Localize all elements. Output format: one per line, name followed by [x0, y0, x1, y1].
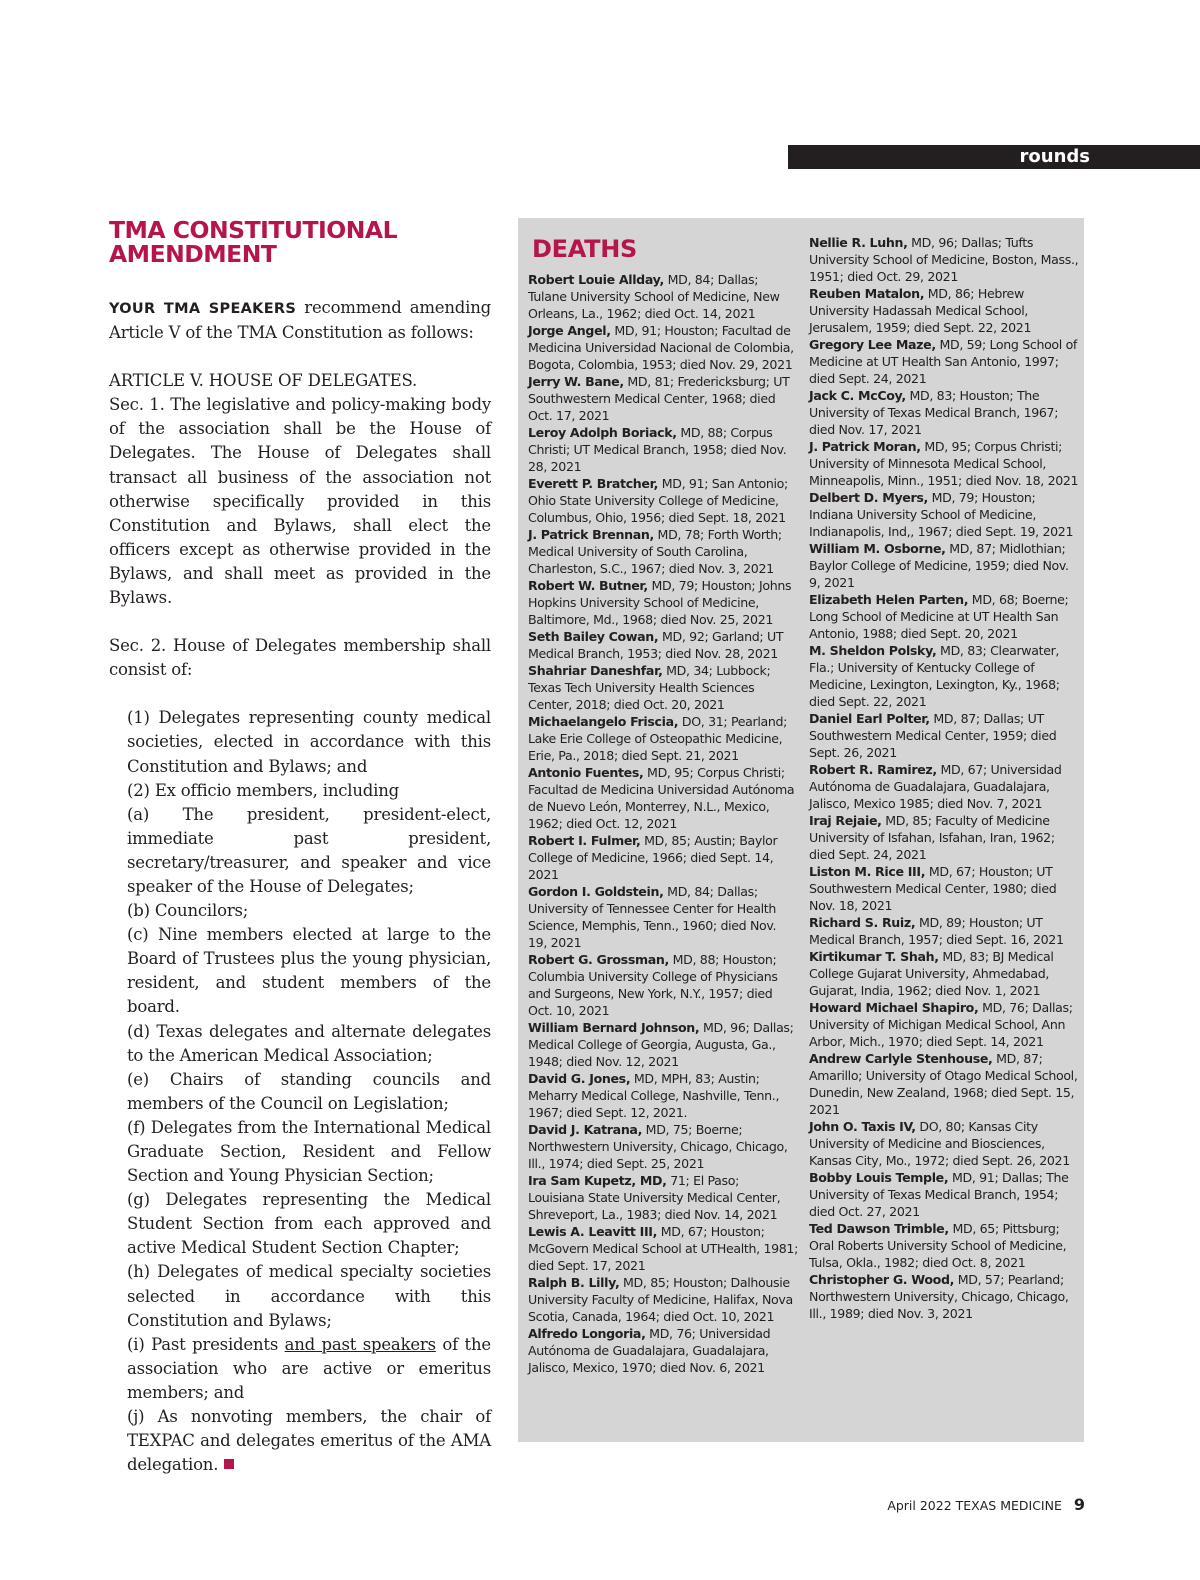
death-entry-details: MD, 92; Garland; UT Medical Branch, 1953; died Nov. 28, 2021 [528, 629, 784, 661]
death-entry [809, 1118, 1079, 1169]
page-footer [887, 1495, 1085, 1514]
death-entry-details: DO, 31; Pearland; Lake Erie College of Osteopathic Medicine, Erie, Pa., 2018; died Sept. 21, 2021 [528, 714, 788, 763]
death-entry [809, 1050, 1079, 1118]
death-entry-name: Richard S. Ruiz, [809, 915, 916, 930]
death-entry-name: Robert I. Fulmer, [528, 833, 641, 848]
death-entry [528, 271, 798, 322]
death-entry-details: MD, 34; Lubbock; Texas Tech University Health Sciences Center, 2018; died Oct. 20, 2021 [528, 663, 771, 712]
death-entry-name: Jack C. McCoy, [809, 388, 906, 403]
death-entry-details: MD, 83; Clearwater, Fla.; University of Kentucky College of Medicine, Lexington, Lexington, Ky., 1968; died Sept. 22, 2021 [809, 643, 1060, 709]
list-item: (f) Delegates from the International Medical Graduate Section, Resident and Fellow Section and Young Physician Section; [127, 1117, 491, 1186]
death-entry [528, 322, 798, 373]
death-entry [528, 662, 798, 713]
death-entry-name: William Bernard Johnson, [528, 1020, 700, 1035]
section-header-bar [788, 145, 1200, 169]
death-entry-details: MD, 86; Hebrew University Hadassah Medical School, Jerusalem, 1959; died Sept. 22, 2021 [809, 286, 1032, 335]
death-entry-details: MD, 68; Boerne; Long School of Medicine at UT Health San Antonio, 1988; died Sept. 20, 2021 [809, 592, 1069, 641]
death-entry [528, 1274, 798, 1325]
section-label: rounds [1019, 146, 1090, 167]
death-entry [809, 540, 1079, 591]
death-entry-details: MD, 85; Austin; Baylor College of Medicine, 1966; died Sept. 14, 2021 [528, 833, 778, 882]
death-entry [528, 424, 798, 475]
amendment-column [109, 218, 491, 1477]
death-entry-name: Andrew Carlyle Stenhouse, [809, 1051, 993, 1066]
death-entry-name: Ira Sam Kupetz, MD, [528, 1173, 667, 1188]
amendment-title-line2: AMENDMENT [109, 240, 277, 268]
amendment-title-line1: TMA CONSTITUTIONAL [109, 216, 398, 244]
amendment-intro [109, 296, 491, 345]
death-entry-name: Reuben Matalon, [809, 286, 925, 301]
death-entry-name: William M. Osborne, [809, 541, 946, 556]
membership-list [127, 706, 491, 1477]
section-2-text: Sec. 2. House of Delegates membership shall consist of: [109, 636, 491, 680]
death-entry-details: MD, 79; Houston; Johns Hopkins University School of Medicine, Baltimore, Md., 1968; died Nov. 25, 2021 [528, 578, 792, 627]
death-entry-details: MD, MPH, 83; Austin; Meharry Medical College, Nashville, Tenn., 1967; died Sept. 12, 2021. [528, 1071, 780, 1120]
death-entry-details: MD, 85; Houston; Dalhousie University Faculty of Medicine, Halifax, Nova Scotia, Canada, 1964; died Oct. 10, 2021 [528, 1275, 793, 1324]
deaths-title: DEATHS [532, 235, 637, 263]
list-item: (2) Ex officio members, including [127, 780, 400, 800]
death-entry-details: MD, 91; San Antonio; Ohio State University College of Medicine, Columbus, Ohio, 1956; died Sept. 18, 2021 [528, 476, 788, 525]
list-item: (a) The president, president-elect, immediate past president, secretary/treasurer, and speaker and vice speaker of the House of Delegates; [127, 804, 491, 896]
death-entry-name: Bobby Louis Temple, [809, 1170, 949, 1185]
death-entry [809, 948, 1079, 999]
death-entry [528, 1070, 798, 1121]
death-entry-name: Michaelangelo Friscia, [528, 714, 679, 729]
death-entry [809, 914, 1079, 948]
death-entry [809, 999, 1079, 1050]
death-entry-name: Liston M. Rice III, [809, 864, 926, 879]
death-entry-details: MD, 89; Houston; UT Medical Branch, 1957; died Sept. 16, 2021 [809, 915, 1064, 947]
death-entry [809, 710, 1079, 761]
death-entry-details: MD, 95; Corpus Christi; University of Minnesota Medical School, Minneapolis, Minn., 1951; died Nov. 18, 2021 [809, 439, 1079, 488]
death-entry-name: Jerry W. Bane, [528, 374, 624, 389]
death-entry-name: Elizabeth Helen Parten, [809, 592, 969, 607]
death-entry-name: Seth Bailey Cowan, [528, 629, 659, 644]
death-entry-details: MD, 83; BJ Medical College Gujarat University, Ahmedabad, Gujarat, India, 1962; died Nov. 1, 2021 [809, 949, 1054, 998]
death-entry [528, 1172, 798, 1223]
death-entry-name: Daniel Earl Polter, [809, 711, 930, 726]
death-entry-name: J. Patrick Moran, [809, 439, 921, 454]
death-entry-name: J. Patrick Brennan, [528, 527, 654, 542]
death-entry-details: MD, 76; Dallas; University of Michigan Medical School, Ann Arbor, Mich., 1970; died Sept. 14, 2021 [809, 1000, 1073, 1049]
death-entry-name: Jorge Angel, [528, 323, 611, 338]
death-entry [809, 336, 1079, 387]
death-entry [809, 489, 1079, 540]
death-entry [528, 713, 798, 764]
list-item: (c) Nine members elected at large to the Board of Trustees plus the young physician, resident, and student members of the board. [127, 925, 491, 1017]
death-entry-details: MD, 84; Dallas; Tulane University School of Medicine, New Orleans, La., 1962; died Oct. 14, 2021 [528, 272, 780, 321]
death-entry-details: MD, 84; Dallas; University of Tennessee Center for Health Science, Memphis, Tenn., 1960; died Nov. 19, 2021 [528, 884, 777, 950]
death-entry [809, 438, 1079, 489]
death-entry-details: MD, 78; Forth Worth; Medical University of South Carolina, Charleston, S.C., 1967; died Nov. 3, 2021 [528, 527, 782, 576]
list-item: (i) Past presidents and past speakers of the association who are active or emeritus members; and [127, 1334, 491, 1402]
death-entry-details: MD, 57; Pearland; Northwestern University, Chicago, Chicago, Ill., 1989; died Nov. 3, 2021 [809, 1272, 1069, 1321]
death-entry-details: MD, 59; Long School of Medicine at UT Health San Antonio, 1997; died Sept. 24, 2021 [809, 337, 1078, 386]
death-entry-details: MD, 87; Dallas; UT Southwestern Medical Center, 1959; died Sept. 26, 2021 [809, 711, 1057, 760]
list-item: (b) Councilors; [127, 901, 249, 921]
death-entry-name: Ralph B. Lilly, [528, 1275, 620, 1290]
death-entry-name: Antonio Fuentes, [528, 765, 644, 780]
death-entry-details: MD, 65; Pittsburg; Oral Roberts University School of Medicine, Tulsa, Okla., 1982; died Oct. 8, 2021 [809, 1221, 1067, 1270]
section-1-text: Sec. 1. The legislative and policy-making body of the association shall be the House of Delegates. The House of Delegates shall transact all business of the association not otherwise specifically provided in this Constitution and Bylaws, shall elect the officers except as otherwise provided in the Bylaws, and shall meet as provided in the Bylaws. [109, 395, 491, 608]
death-entry-name: Gordon I. Goldstein, [528, 884, 664, 899]
speakers-lead: YOUR TMA SPEAKERS [109, 301, 297, 317]
death-entry [528, 475, 798, 526]
death-entry [809, 1169, 1079, 1220]
death-entry-name: Howard Michael Shapiro, [809, 1000, 979, 1015]
intro-text: recommend amending Article V of the TMA Constitution as follows: [109, 298, 492, 343]
death-entry [809, 234, 1079, 285]
death-entry-details: MD, 76; Universidad Autónoma de Guadalajara, Guadalajara, Jalisco, Mexico, 1970; died Nov. 6, 2021 [528, 1326, 771, 1375]
list-item: (g) Delegates representing the Medical Student Section from each approved and active Medical Student Section Chapter; [127, 1190, 491, 1258]
footer-date-publication: April 2022 TEXAS MEDICINE [887, 1498, 1062, 1513]
death-entry-details: MD, 88; Houston; Columbia University College of Physicians and Surgeons, New York, N.Y., 1957; died Oct. 10, 2021 [528, 952, 778, 1018]
death-entry [528, 832, 798, 883]
death-entry [809, 1220, 1079, 1271]
death-entry-details: MD, 96; Dallas; Tufts University School of Medicine, Boston, Mass., 1951; died Oct. 29, 2021 [809, 235, 1079, 284]
death-entry [528, 883, 798, 951]
underlined-insertion: and past speakers [284, 1334, 436, 1354]
list-item: (d) Texas delegates and alternate delegates to the American Medical Association; [127, 1021, 491, 1065]
death-entry [809, 1271, 1079, 1322]
death-entry [528, 373, 798, 424]
amendment-title [109, 218, 491, 266]
death-entry [809, 387, 1079, 438]
article-heading: ARTICLE V. HOUSE OF DELEGATES. [109, 371, 418, 391]
death-entry [528, 1325, 798, 1376]
death-entry-name: Nellie R. Luhn, [809, 235, 908, 250]
death-entry [809, 591, 1079, 642]
death-entry-name: Alfredo Longoria, [528, 1326, 646, 1341]
death-entry [809, 812, 1079, 863]
death-entry [528, 764, 798, 832]
death-entry-details: MD, 67; Houston; McGovern Medical School at UTHealth, 1981; died Sept. 17, 2021 [528, 1224, 798, 1273]
death-entry-details: MD, 79; Houston; Indiana University School of Medicine, Indianapolis, Ind,, 1967; died Sept. 19, 2021 [809, 490, 1074, 539]
death-entry-name: Robert R. Ramirez, [809, 762, 937, 777]
death-entry-name: Lewis A. Leavitt III, [528, 1224, 658, 1239]
death-entry-name: Everett P. Bratcher, [528, 476, 659, 491]
death-entry-name: Robert Louie Allday, [528, 272, 664, 287]
death-entry-name: John O. Taxis IV, [809, 1119, 916, 1134]
list-item: (h) Delegates of medical specialty societies selected in accordance with this Constitution and Bylaws; [127, 1262, 491, 1330]
death-entry-details: MD, 67; Universidad Autónoma de Guadalajara, Guadalajara, Jalisco, Mexico 1985; died Nov. 7, 2021 [809, 762, 1062, 811]
death-entry-details: MD, 96; Dallas; Medical College of Georgia, Augusta, Ga., 1948; died Nov. 12, 2021 [528, 1020, 794, 1069]
list-item: (1) Delegates representing county medical societies, elected in accordance with this Constitution and Bylaws; and [127, 708, 491, 776]
death-entry-details: MD, 91; Dallas; The University of Texas Medical Branch, 1954; died Oct. 27, 2021 [809, 1170, 1069, 1219]
end-mark-icon [224, 1459, 234, 1469]
death-entry-name: Christopher G. Wood, [809, 1272, 955, 1287]
death-entry-name: David J. Katrana, [528, 1122, 643, 1137]
death-entry-name: Gregory Lee Maze, [809, 337, 936, 352]
list-item: (e) Chairs of standing councils and members of the Council on Legislation; [127, 1069, 491, 1113]
death-entry-details: MD, 87; Midlothian; Baylor College of Medicine, 1959; died Nov. 9, 2021 [809, 541, 1069, 590]
death-entry-name: David G. Jones, [528, 1071, 631, 1086]
death-entry-details: MD, 87; Amarillo; University of Otago Medical School, Dunedin, New Zealand, 1968; died Sept. 15, 2021 [809, 1051, 1078, 1117]
death-entry-name: Robert G. Grossman, [528, 952, 669, 967]
death-entry-name: Robert W. Butner, [528, 578, 648, 593]
death-entry [528, 951, 798, 1019]
death-entry [809, 863, 1079, 914]
death-entry-details: MD, 91; Houston; Facultad de Medicina Universidad Nacional de Colombia, Bogota, Colombia, 1953; died Nov. 29, 2021 [528, 323, 794, 372]
deaths-column-2 [809, 234, 1079, 1322]
deaths-sidebar [518, 218, 1084, 1442]
death-entry-details: MD, 81; Fredericksburg; UT Southwestern Medical Center, 1968; died Oct. 17, 2021 [528, 374, 790, 423]
death-entry-name: Iraj Rejaie, [809, 813, 882, 828]
death-entry-name: Kirtikumar T. Shah, [809, 949, 939, 964]
death-entry-details: MD, 85; Faculty of Medicine University of Isfahan, Isfahan, Iran, 1962; died Sept. 24, 2021 [809, 813, 1055, 862]
death-entry [528, 1019, 798, 1070]
death-entry-name: Leroy Adolph Boriack, [528, 425, 677, 440]
death-entry-name: Delbert D. Myers, [809, 490, 928, 505]
death-entry-details: MD, 75; Boerne; Northwestern University, Chicago, Chicago, Ill., 1974; died Sept. 25, 2021 [528, 1122, 788, 1171]
death-entry-details: MD, 83; Houston; The University of Texas Medical Branch, 1967; died Nov. 17, 2021 [809, 388, 1059, 437]
death-entry [528, 577, 798, 628]
death-entry-details: MD, 95; Corpus Christi; Facultad de Medicina Universidad Autónoma de Nuevo León, Monterrey, N.L., Mexico, 1962; died Oct. 12, 2021 [528, 765, 795, 831]
death-entry [528, 526, 798, 577]
death-entry-details: 71; El Paso; Louisiana State University Medical Center, Shreveport, La., 1983; died Nov. 14, 2021 [528, 1173, 781, 1222]
death-entry [809, 761, 1079, 812]
death-entry [809, 285, 1079, 336]
death-entry [809, 642, 1079, 710]
death-entry-name: Ted Dawson Trimble, [809, 1221, 949, 1236]
list-item: (j) As nonvoting members, the chair of TEXPAC and delegates emeritus of the AMA delegation. [127, 1407, 491, 1475]
deaths-column-1 [528, 271, 798, 1376]
page-number: 9 [1073, 1495, 1085, 1514]
death-entry [528, 1223, 798, 1274]
death-entry-name: Shahriar Daneshfar, [528, 663, 663, 678]
death-entry-details: DO, 80; Kansas City University of Medicine and Biosciences, Kansas City, Mo., 1972; died Sept. 26, 2021 [809, 1119, 1070, 1168]
death-entry-details: MD, 67; Houston; UT Southwestern Medical Center, 1980; died Nov. 18, 2021 [809, 864, 1057, 913]
death-entry-name: M. Sheldon Polsky, [809, 643, 937, 658]
death-entry [528, 628, 798, 662]
death-entry-details: MD, 88; Corpus Christi; UT Medical Branch, 1958; died Nov. 28, 2021 [528, 425, 787, 474]
death-entry [528, 1121, 798, 1172]
